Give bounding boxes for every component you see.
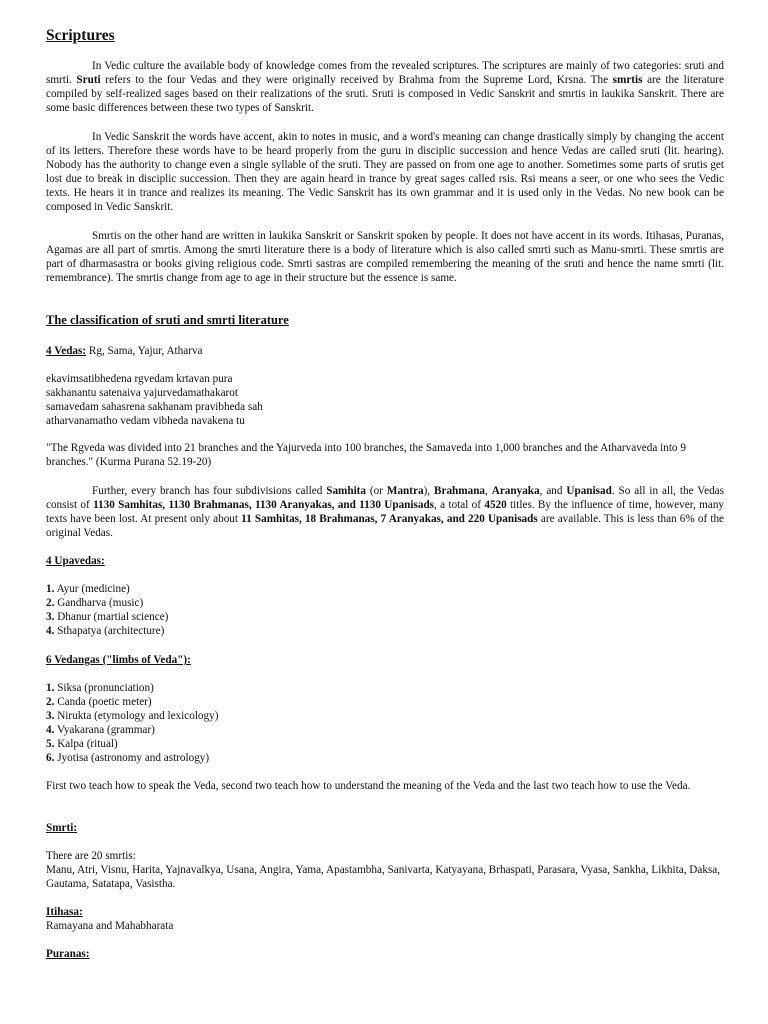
list-item: 2. Gandharva (music) bbox=[46, 597, 144, 609]
upavedas-list bbox=[46, 582, 724, 638]
list-item: 3. Dhanur (martial science) bbox=[46, 611, 169, 623]
list-item: 4. Sthapatya (architecture) bbox=[46, 625, 165, 637]
page-title: Scriptures bbox=[46, 27, 115, 44]
list-item: 4. Vyakarana (grammar) bbox=[46, 724, 155, 736]
smrti-intro: There are 20 smrtis: bbox=[46, 850, 136, 862]
vedas-value: Rg, Sama, Yajur, Atharva bbox=[86, 345, 203, 357]
list-item: 1. Ayur (medicine) bbox=[46, 583, 130, 595]
smrti-heading: Smrti: bbox=[46, 822, 78, 834]
classification-heading: The classification of sruti and smrti literature bbox=[46, 313, 289, 327]
paragraph-sruti-smrti: In Vedic culture the available body of knowledge comes from the revealed scriptures. The scriptures are mainly of two categories: sruti and smrti. Sruti refers to the four Vedas and they were originally received by Brahma from the Supreme Lord, Krsna. The smrtis are the literature compiled by self-realized sages based on their realizations of the sruti. Sruti is composed in Vedic Sanskrit and smrtis in laukika Sanskrit. There are some basic differences between these two types of Sanskrit. bbox=[46, 60, 724, 114]
paragraph-smrtis: Smrtis on the other hand are written in laukika Sanskrit or Sanskrit spoken by people. It does not have accent in its words. Itihasas, Puranas, Agamas are all part of smrtis. Among the smrti literature there is a body of literature which is also called smrti such as Manu-smrti. These smrtis are part of dharmasastra or books giving religious code. Smrti sastras are compiled remembering the meaning of the sruti and hence the name smrti (lit. remembrance). The smrtis change from age to age in their structure but the essence is same. bbox=[46, 230, 724, 284]
puranas-heading: Puranas: bbox=[46, 948, 90, 960]
list-item: 1. Siksa (pronunciation) bbox=[46, 682, 154, 694]
vedangas-note: First two teach how to speak the Veda, second two teach how to understand the meaning of the Veda and the last two teach how to use the Veda. bbox=[46, 780, 691, 792]
itihasa-heading: Itihasa: bbox=[46, 906, 83, 918]
verse-translation: "The Rgveda was divided into 21 branches and the Yajurveda into 100 branches, the Samaveda into 1,000 branches and the Atharvaveda into 9 branches." (Kurma Purana 52.19-20) bbox=[46, 442, 686, 468]
verse-line: ekavimsatibhedena rgvedam krtavan pura bbox=[46, 373, 233, 385]
vedangas-heading: 6 Vedangas ("limbs of Veda"): bbox=[46, 654, 191, 666]
itihasa-text: Ramayana and Mahabharata bbox=[46, 920, 174, 932]
verse-line: sakhanantu satenaiva yajurvedamathakarot bbox=[46, 387, 238, 399]
smrti-list: Manu, Atri, Visnu, Harita, Yajnavalkya, Usana, Angira, Yama, Apastambha, Sanivarta, Katyayana, Brhaspati, Parasara, Vyasa, Sankha, Likhita, Daksa, Gautama, Satatapa, Vasistha. bbox=[46, 864, 721, 890]
list-item: 2. Canda (poetic meter) bbox=[46, 696, 152, 708]
paragraph-branches: Further, every branch has four subdivisions called Samhita (or Mantra), Brahmana, Aranyaka, and Upanisad. So all in all, the Vedas consist of 1130 Samhitas, 1130 Brahmanas, 1130 Aranyakas, and 1130 Upanisads, a total of 4520 titles. By the influence of time, however, many texts have been lost. At present only about 11 Samhitas, 18 Brahmanas, 7 Aranyakas, and 220 Upanisads are available. This is less than 6% of the original Vedas. bbox=[46, 485, 725, 539]
vedangas-list bbox=[46, 681, 724, 765]
paragraph-vedic-sanskrit: In Vedic Sanskrit the words have accent, akin to notes in music, and a word's meaning can change drastically simply by changing the accent of its letters. Therefore these words have to be heard properly from the guru in disciplic succession and hence Vedas are called sruti (lit. hearing). Nobody has the authority to change even a single syllable of the sruti. They are passed on from one age to another. Sometimes some parts of srutis get lost due to break in disciplic succession. Then they are again heard in trance by great sages called rsis. Rsi means a seer, or one who sees the Vedic texts. He hears it in trance and realizes its meaning. The Vedic Sanskrit has its own grammar and it is used only in the Vedas. No new book can be composed in Vedic Sanskrit. bbox=[46, 131, 724, 213]
verse-line: atharvanamatho vedam vibheda navakena tu bbox=[46, 415, 245, 427]
verse-line: samavedam sahasrena sakhanam pravibheda sah bbox=[46, 401, 263, 413]
list-item: 5. Kalpa (ritual) bbox=[46, 738, 118, 750]
list-item: 6. Jyotisa (astronomy and astrology) bbox=[46, 752, 210, 764]
vedas-label: 4 Vedas: bbox=[46, 345, 87, 357]
sanskrit-verse bbox=[46, 372, 724, 428]
vedas-line bbox=[46, 344, 724, 358]
list-item: 3. Nirukta (etymology and lexicology) bbox=[46, 710, 219, 722]
upavedas-heading: 4 Upavedas: bbox=[46, 555, 105, 567]
